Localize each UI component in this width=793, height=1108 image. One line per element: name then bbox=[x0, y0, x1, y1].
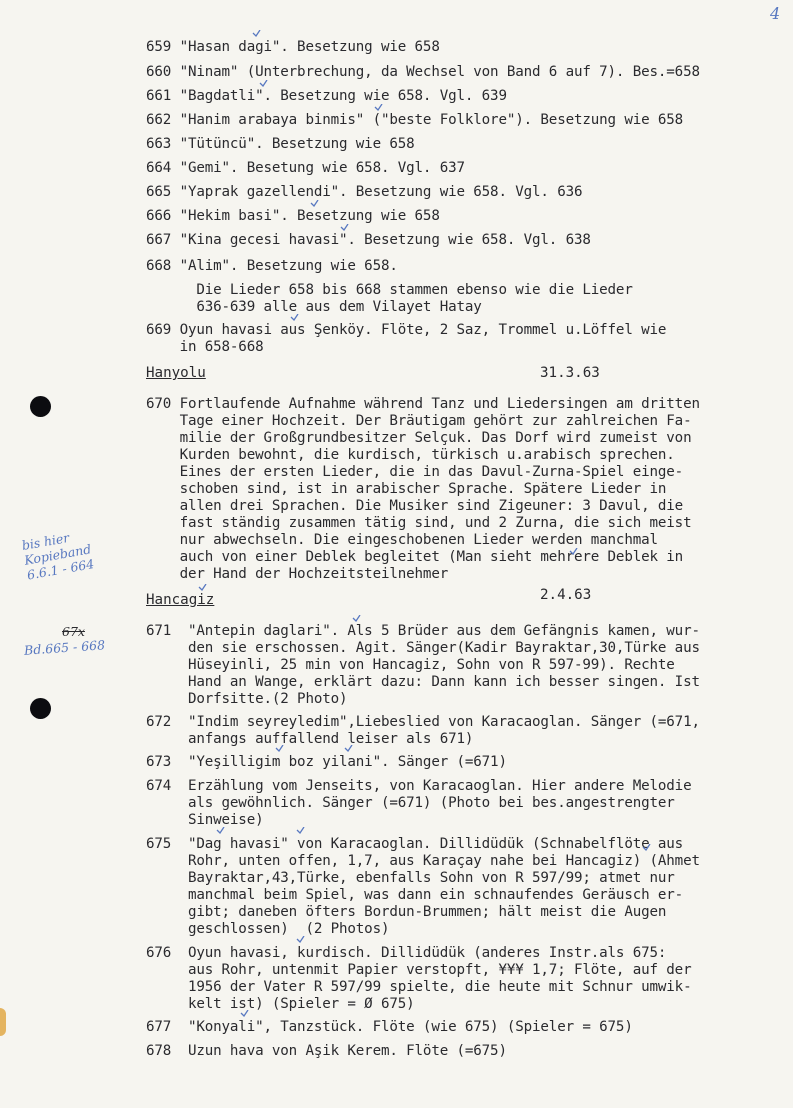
entry-670-line: Kurden bewohnt, die kurdisch, türkisch u.arabisch sprechen. bbox=[146, 447, 675, 463]
margin-note-kopieband: bis hier Kopieband 6.6.1 - 664 bbox=[20, 529, 96, 583]
entry-671-line: Dorfsitte.(2 Photo) bbox=[146, 691, 348, 707]
check-mark-icon bbox=[344, 745, 353, 752]
entry-678: 678 Uzun hava von Aşik Kerem. Flöte (=675) bbox=[146, 1043, 507, 1059]
section-date-hancagiz: 2.4.63 bbox=[540, 587, 592, 603]
entry-670-line: 670 Fortlaufende Aufnahme während Tanz und Liedersingen am dritten bbox=[146, 396, 700, 412]
margin-note-strike: 67x bbox=[62, 624, 85, 639]
entry-672-line: anfangs auffallend leiser als 671) bbox=[146, 731, 474, 747]
entry-675-line: Bayraktar,43,Türke, ebenfalls Sohn von R 597/99; atmet nur bbox=[146, 870, 675, 886]
entry-672-line: 672 "Indim seyreyledim",Liebeslied von Karacaoglan. Sänger (=671, bbox=[146, 714, 700, 730]
entry-666: 666 "Hekim basi". Besetzung wie 658 bbox=[146, 208, 440, 224]
check-mark-icon bbox=[310, 200, 319, 207]
entry-676-line: 676 Oyun havasi, kurdisch. Dillidüdük (anderes Instr.als 675: bbox=[146, 945, 667, 961]
entry-674-line: Sinweise) bbox=[146, 812, 264, 828]
section-heading-hancagiz: Hancagiz bbox=[146, 592, 215, 608]
entry-664: 664 "Gemi". Besetung wie 658. Vgl. 637 bbox=[146, 160, 465, 176]
entry-671-line: Hüseyinli, 25 min von Hancagiz, Sohn von R 597-99). Rechte bbox=[146, 657, 675, 673]
entry-668: 668 "Alim". Besetzung wie 658. bbox=[146, 258, 398, 274]
entry-670-line: auch von einer Deblek begleitet (Man sieht mehrere Deblek in bbox=[146, 549, 684, 565]
entry-675-line: manchmal beim Spiel, was dann ein schnaufendes Geräusch er- bbox=[146, 887, 684, 903]
entry-663: 663 "Tütüncü". Besetzung wie 658 bbox=[146, 136, 415, 152]
punch-hole-top bbox=[30, 396, 51, 417]
check-mark-icon bbox=[642, 844, 651, 851]
entry-671-line: 671 "Antepin daglari". Als 5 Brüder aus dem Gefängnis kamen, wur- bbox=[146, 623, 700, 639]
entry-660: 660 "Ninam" (Unterbrechung, da Wechsel von Band 6 auf 7). Bes.=658 bbox=[146, 64, 700, 80]
entry-676-line: 1956 der Vater R 597/99 spielte, die heute mit Schnur umwik- bbox=[146, 979, 692, 995]
check-mark-icon bbox=[216, 827, 225, 834]
entry-675-line: gibt; daneben öfters Bordun-Brummen; hält meist die Augen bbox=[146, 904, 667, 920]
entry-659: 659 "Hasan dagi". Besetzung wie 658 bbox=[146, 39, 440, 55]
entry-669-cont: in 658-668 bbox=[146, 339, 264, 355]
check-mark-icon bbox=[352, 615, 361, 622]
entry-675-line: 675 "Dag havasi" von Karacaoglan. Dillidüdük (Schnabelflöte aus bbox=[146, 836, 684, 852]
entry-670-line: milie der Großgrundbesitzer Selçuk. Das Dorf wird zumeist von bbox=[146, 430, 692, 446]
entry-677: 677 "Konyali", Tanzstück. Flöte (wie 675) (Spieler = 675) bbox=[146, 1019, 633, 1035]
entry-670-line: allen drei Sprachen. Die Musiker sind Zigeuner: 3 Davul, die bbox=[146, 498, 684, 514]
entry-669: 669 Oyun havasi aus Şenköy. Flöte, 2 Saz, Trommel u.Löffel wie bbox=[146, 322, 667, 338]
check-mark-icon bbox=[296, 827, 305, 834]
check-mark-icon bbox=[240, 1010, 249, 1017]
entry-670-line: fast ständig zusammen tätig sind, und 2 Zurna, die sich meist bbox=[146, 515, 692, 531]
punch-hole-bottom bbox=[30, 698, 51, 719]
entry-665: 665 "Yaprak gazellendi". Besetzung wie 658. Vgl. 636 bbox=[146, 184, 583, 200]
entry-674-line: als gewöhnlich. Sänger (=671) (Photo bei bes.angestrengter bbox=[146, 795, 675, 811]
entry-675-line: Rohr, unten offen, 1,7, aus Karaçay nahe bei Hancagiz) (Ahmet bbox=[146, 853, 700, 869]
orange-stain bbox=[0, 1008, 6, 1036]
entry-671-line: den sie erschossen. Agit. Sänger(Kadir Bayraktar,30,Türke aus bbox=[146, 640, 700, 656]
note-line-1: Die Lieder 658 bis 668 stammen ebenso wie die Lieder bbox=[146, 282, 633, 298]
entry-670-line: nur abwechseln. Die eingeschobenen Lieder werden manchmal bbox=[146, 532, 658, 548]
check-mark-icon bbox=[340, 224, 349, 231]
margin-note-band: Bd.665 - 668 bbox=[23, 637, 106, 658]
entry-662: 662 "Hanim arabaya binmis" ("beste Folklore"). Besetzung wie 658 bbox=[146, 112, 684, 128]
entry-670-line: schoben sind, ist in arabischer Sprache. Spätere Lieder in bbox=[146, 481, 667, 497]
check-mark-icon bbox=[275, 745, 284, 752]
check-mark-icon bbox=[374, 104, 383, 111]
check-mark-icon bbox=[259, 80, 268, 87]
entry-670-line: Tage einer Hochzeit. Der Bräutigam gehört zur zahlreichen Fa- bbox=[146, 413, 692, 429]
entry-675-line: geschlossen) (2 Photos) bbox=[146, 921, 390, 937]
entry-676-line: aus Rohr, untenmit Papier verstopft, ¥¥¥ 1,7; Flöte, auf der bbox=[146, 962, 692, 978]
check-mark-icon bbox=[569, 548, 578, 555]
entry-671-line: Hand an Wange, erklärt dazu: Dann kann ich besser singen. Ist bbox=[146, 674, 700, 690]
check-mark-icon bbox=[198, 584, 207, 591]
page-number: 4 bbox=[770, 4, 781, 23]
entry-676-line: kelt ist) (Spieler = Ø 675) bbox=[146, 996, 415, 1012]
entry-670-line: der Hand der Hochzeitsteilnehmer bbox=[146, 566, 449, 582]
entry-674-line: 674 Erzählung vom Jenseits, von Karacaoglan. Hier andere Melodie bbox=[146, 778, 692, 794]
entry-667: 667 "Kina gecesi havasi". Besetzung wie 658. Vgl. 638 bbox=[146, 232, 591, 248]
check-mark-icon bbox=[290, 314, 299, 321]
section-date-hanyolu: 31.3.63 bbox=[540, 365, 600, 381]
section-heading-hanyolu: Hanyolu bbox=[146, 365, 206, 381]
entry-670-line: Eines der ersten Lieder, die in das Davul-Zurna-Spiel einge- bbox=[146, 464, 684, 480]
entry-673: 673 "Yeşilligim boz yilani". Sänger (=671) bbox=[146, 754, 507, 770]
note-line-2: 636-639 alle aus dem Vilayet Hatay bbox=[146, 299, 482, 315]
check-mark-icon bbox=[296, 936, 305, 943]
check-mark-icon bbox=[252, 30, 261, 37]
entry-661: 661 "Bagdatli". Besetzung wie 658. Vgl. 639 bbox=[146, 88, 507, 104]
